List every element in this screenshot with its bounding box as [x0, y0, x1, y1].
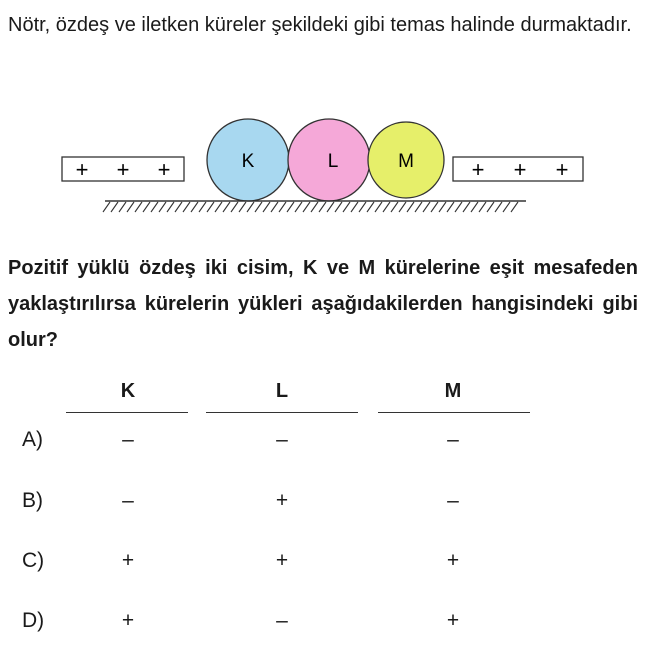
option-c-k: +	[121, 549, 135, 572]
option-d-m: +	[446, 609, 460, 632]
hatch-mark	[487, 202, 494, 212]
hatch-mark	[439, 202, 446, 212]
hatch-mark	[407, 202, 414, 212]
right-plate-charge: +	[513, 157, 527, 182]
sphere-m-label: M	[398, 151, 414, 172]
hatch-mark	[375, 202, 382, 212]
left-plate-charge: +	[75, 157, 89, 182]
hatch-mark	[271, 202, 278, 212]
hatch-mark	[303, 202, 310, 212]
right-plate-charge: +	[471, 157, 485, 182]
right-plate-charge: +	[555, 157, 569, 182]
hatch-mark	[207, 202, 214, 212]
hatch-mark	[119, 202, 126, 212]
intro-text: Nötr, özdeş ve iletken küreler şekildeki gibi temas halinde durmaktadır.	[8, 14, 632, 36]
hatch-mark	[391, 202, 398, 212]
header-l-underline	[206, 412, 358, 413]
left-plate-charge: +	[157, 157, 171, 182]
hatch-mark	[287, 202, 294, 212]
option-c-l: +	[275, 549, 289, 572]
ground-hatch	[103, 202, 518, 212]
hatch-mark	[495, 202, 502, 212]
hatch-mark	[279, 202, 286, 212]
header-m-underline	[378, 412, 530, 413]
hatch-mark	[183, 202, 190, 212]
hatch-mark	[359, 202, 366, 212]
option-c-m: +	[446, 549, 460, 572]
hatch-mark	[383, 202, 390, 212]
hatch-mark	[191, 202, 198, 212]
option-b-k: –	[122, 489, 134, 512]
spheres-figure	[0, 110, 646, 220]
hatch-mark	[199, 202, 206, 212]
left-plate-charge: +	[116, 157, 130, 182]
hatch-mark	[351, 202, 358, 212]
hatch-mark	[415, 202, 422, 212]
header-k: K	[120, 380, 136, 402]
hatch-mark	[511, 202, 518, 212]
hatch-mark	[151, 202, 158, 212]
hatch-mark	[143, 202, 150, 212]
hatch-mark	[247, 202, 254, 212]
hatch-mark	[263, 202, 270, 212]
hatch-mark	[215, 202, 222, 212]
hatch-mark	[159, 202, 166, 212]
hatch-mark	[431, 202, 438, 212]
hatch-mark	[231, 202, 238, 212]
option-d-label[interactable]: D)	[22, 609, 45, 632]
option-a-l: –	[276, 428, 288, 451]
hatch-mark	[399, 202, 406, 212]
hatch-mark	[463, 202, 470, 212]
header-m: M	[444, 380, 462, 402]
option-a-k: –	[122, 428, 134, 451]
hatch-mark	[223, 202, 230, 212]
hatch-mark	[135, 202, 142, 212]
hatch-mark	[311, 202, 318, 212]
hatch-mark	[319, 202, 326, 212]
hatch-mark	[103, 202, 110, 212]
hatch-mark	[327, 202, 334, 212]
hatch-mark	[343, 202, 350, 212]
hatch-mark	[295, 202, 302, 212]
header-k-underline	[66, 412, 188, 413]
hatch-mark	[471, 202, 478, 212]
header-l: L	[275, 380, 289, 402]
question-text: Pozitif yüklü özdeş iki cisim, K ve M kürelerine eşit mesafeden yaklaştırılırsa kürelerin yükleri aşağıdakilerden hangisindeki gibi olur?	[8, 257, 638, 351]
sphere-l-label: L	[327, 151, 339, 172]
option-d-l: –	[276, 609, 288, 632]
hatch-mark	[455, 202, 462, 212]
hatch-mark	[367, 202, 374, 212]
hatch-mark	[423, 202, 430, 212]
option-d-k: +	[121, 609, 135, 632]
hatch-mark	[255, 202, 262, 212]
option-b-l: +	[275, 489, 289, 512]
hatch-mark	[479, 202, 486, 212]
hatch-mark	[503, 202, 510, 212]
sphere-k-label: K	[241, 151, 255, 172]
hatch-mark	[335, 202, 342, 212]
option-a-label[interactable]: A)	[22, 428, 43, 451]
hatch-mark	[111, 202, 118, 212]
hatch-mark	[239, 202, 246, 212]
hatch-mark	[127, 202, 134, 212]
option-b-label[interactable]: B)	[22, 489, 43, 512]
option-c-label[interactable]: C)	[22, 549, 45, 572]
hatch-mark	[447, 202, 454, 212]
hatch-mark	[167, 202, 174, 212]
option-a-m: –	[447, 428, 459, 451]
hatch-mark	[175, 202, 182, 212]
option-b-m: –	[447, 489, 459, 512]
